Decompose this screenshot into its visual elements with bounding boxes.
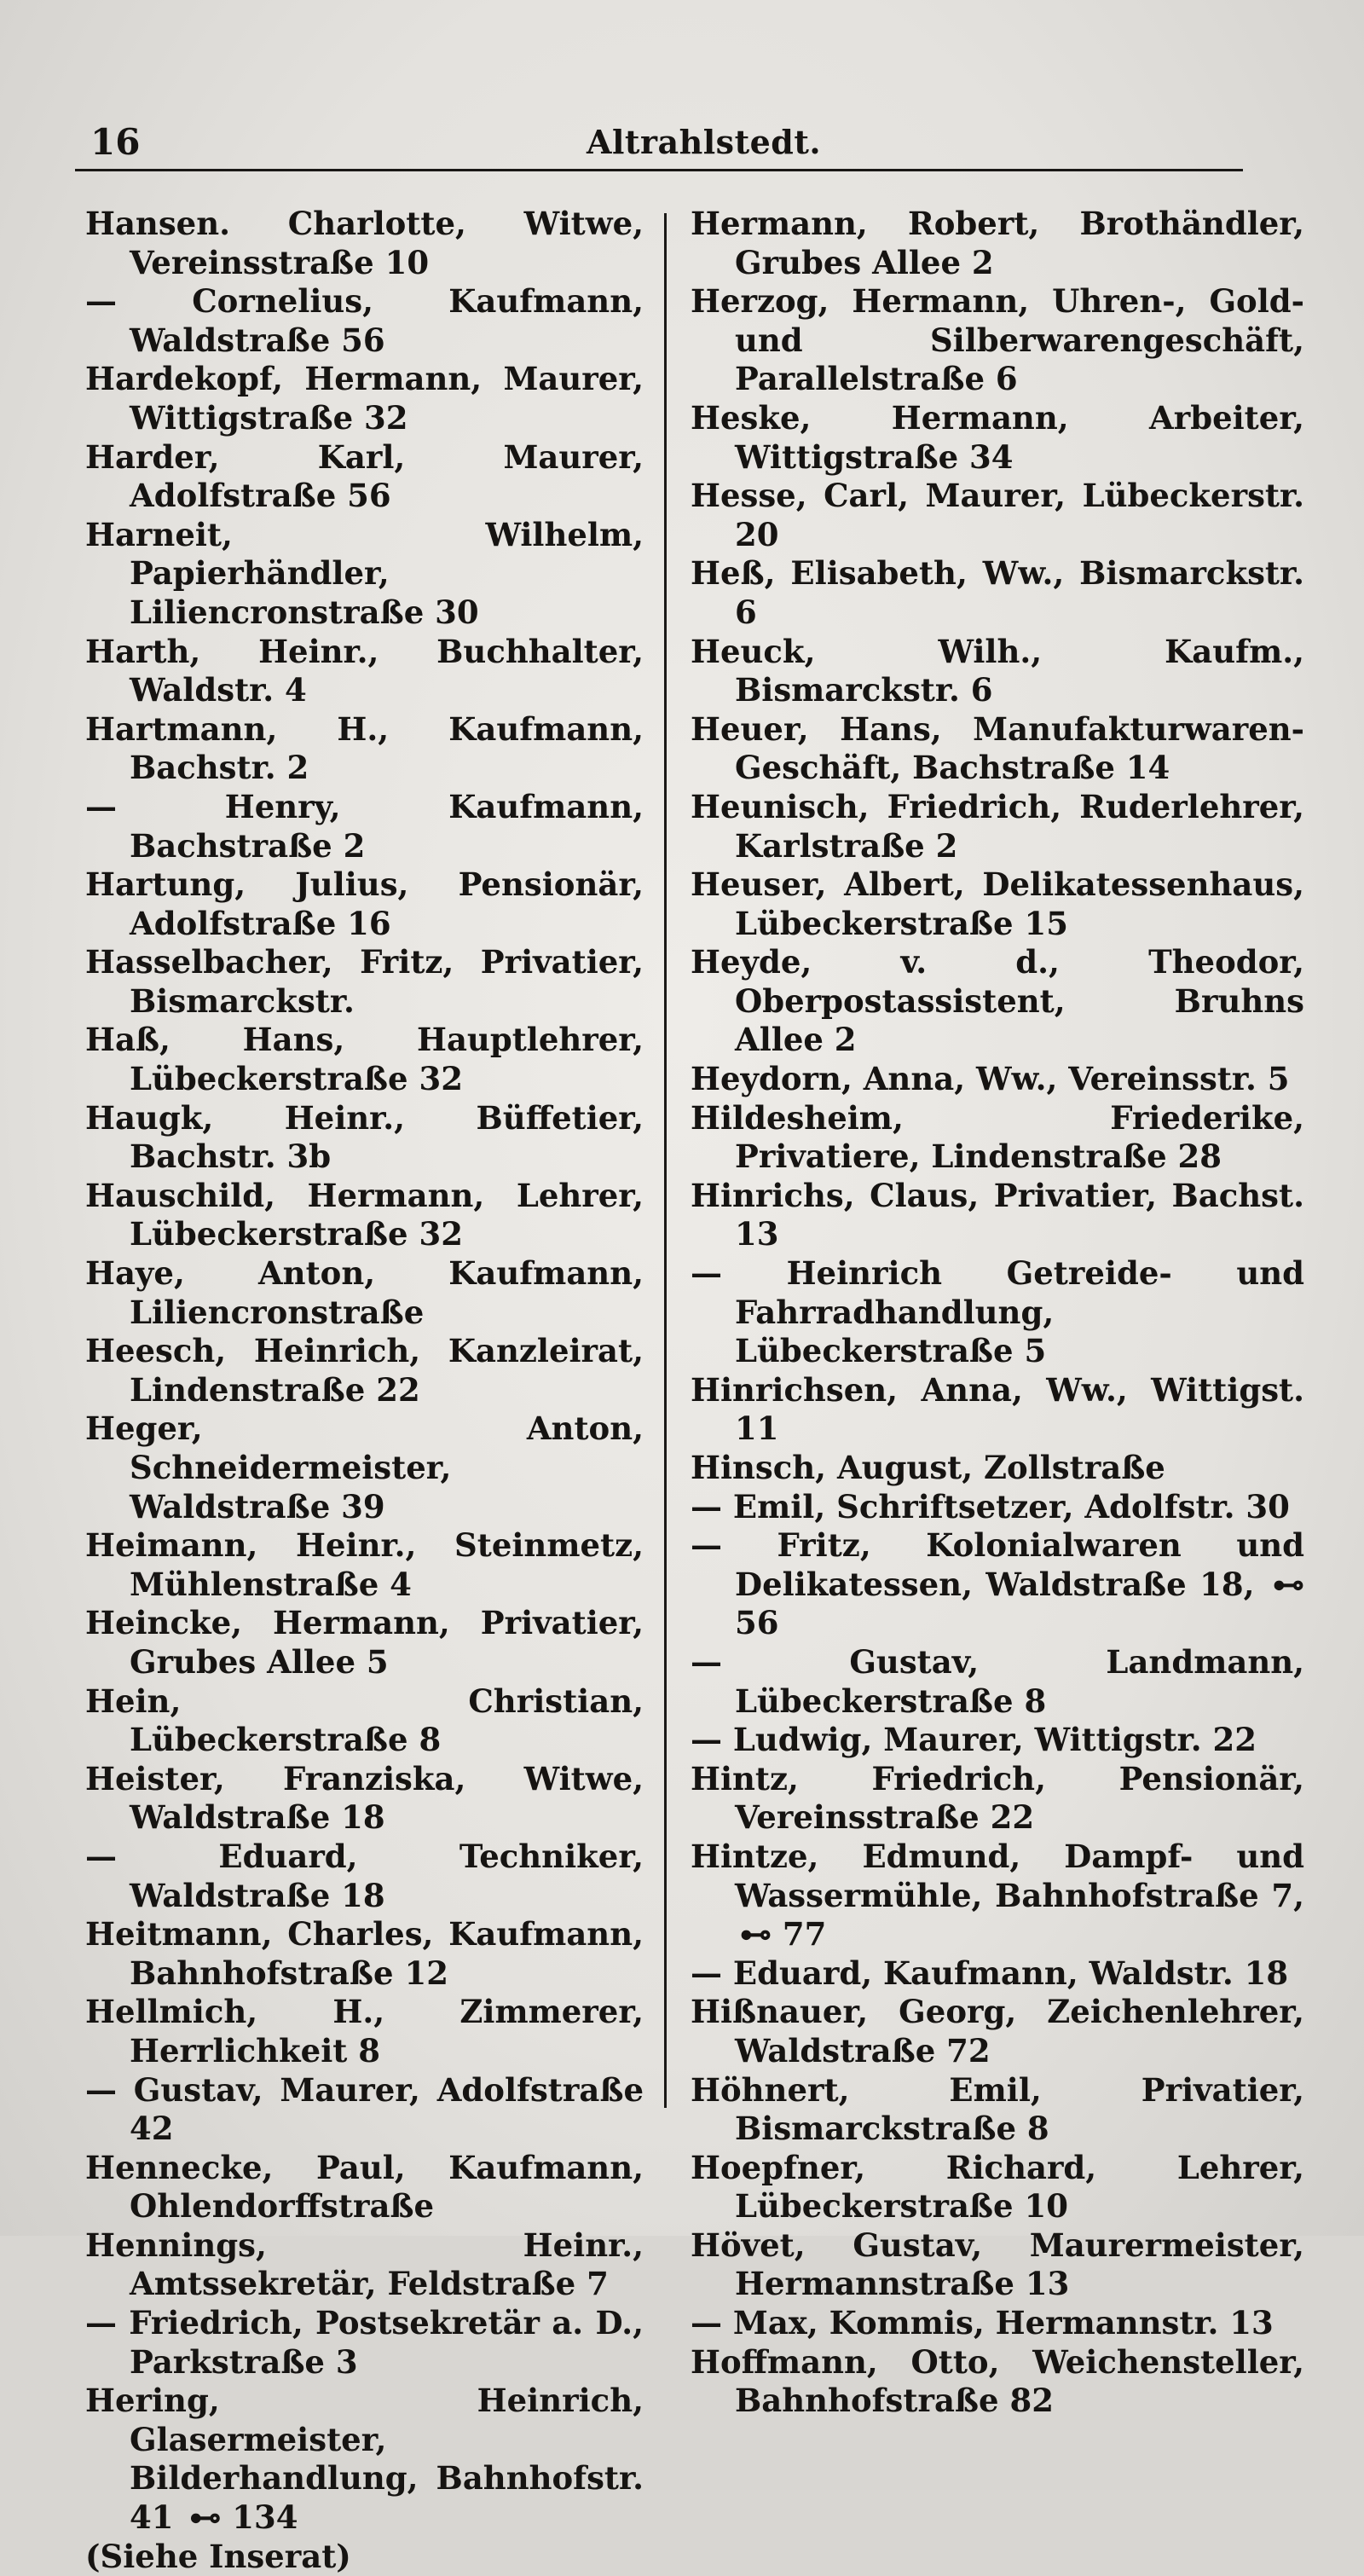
telephone-key-icon: ⊷: [1273, 1565, 1304, 1603]
directory-entry: Heyde, v. d., Theodor, Oberpostassistent, Bruhns Allee 2: [691, 943, 1304, 1059]
directory-entry: Heuser, Albert, Delikatessenhaus, Lübeckerstraße 15: [691, 865, 1304, 942]
directory-entry: Heunisch, Friedrich, Ruderlehrer, Karlstraße 2: [691, 787, 1304, 865]
directory-entry: Hennings, Heinr., Amtssekretär, Feldstraße 7: [85, 2226, 644, 2303]
directory-entry: Heuer, Hans, Manufakturwaren-Geschäft, Bachstraße 14: [691, 709, 1304, 787]
page-header: [75, 109, 1243, 169]
directory-entry: — Friedrich, Postsekretär a. D., Parkstraße 3: [85, 2304, 644, 2381]
directory-entry: — Gustav, Maurer, Adolfstraße 42: [85, 2070, 644, 2148]
directory-entry: (Siehe Inserat): [85, 2537, 351, 2575]
telephone-key-icon: ⊷: [189, 2498, 222, 2537]
directory-entry: Hinsch, August, Zollstraße: [691, 1449, 1165, 1486]
directory-entry: Haß, Hans, Hauptlehrer, Lübeckerstraße 32: [85, 1021, 644, 1098]
directory-entry: Hövet, Gustav, Maurermeister, Hermannstraße 13: [691, 2226, 1304, 2303]
directory-entry: — Ludwig, Maurer, Wittigstr. 22: [691, 1721, 1257, 1759]
directory-entry-hintze: [691, 1838, 1304, 1954]
directory-entry: Haye, Anton, Kaufmann, Liliencronstraße: [85, 1254, 644, 1331]
directory-entry: — Henry, Kaufmann, Bachstraße 2: [85, 787, 644, 865]
directory-entry: Haugk, Heinr., Büffetier, Bachstr. 3b: [85, 1098, 644, 1176]
directory-entry: Hartmann, H., Kaufmann, Bachstr. 2: [85, 709, 644, 787]
directory-entry: Heimann, Heinr., Steinmetz, Mühlenstraße 4: [85, 1526, 644, 1603]
directory-entry: — Emil, Schriftsetzer, Adolfstr. 30: [691, 1487, 1290, 1525]
right-column: [691, 205, 1304, 2421]
directory-entry: — Cornelius, Kaufmann, Waldstraße 56: [85, 282, 644, 359]
entry-text: — Fritz, Kolonialwaren und Delikatessen, Waldstraße 18,: [691, 1526, 1304, 1603]
directory-entry: Heske, Hermann, Arbeiter, Wittigstraße 34: [691, 398, 1304, 476]
directory-entry: Heesch, Heinrich, Kanzleirat, Lindenstraße 22: [85, 1332, 644, 1409]
directory-entry: Heitmann, Charles, Kaufmann, Bahnhofstraße 12: [85, 1915, 644, 1992]
directory-entry: Heincke, Hermann, Privatier, Grubes Allee 5: [85, 1604, 644, 1681]
telephone-key-icon: ⊷: [740, 1915, 772, 1954]
directory-entry: Harder, Karl, Maurer, Adolfstraße 56: [85, 437, 644, 515]
directory-entry: — Eduard, Techniker, Waldstraße 18: [85, 1837, 644, 1914]
directory-entry: — Eduard, Kaufmann, Waldstr. 18: [691, 1954, 1289, 1992]
phone-number: 134: [232, 2498, 298, 2537]
directory-entry: Hoffmann, Otto, Weichensteller, Bahnhofstraße 82: [691, 2342, 1304, 2420]
header-rule: [75, 169, 1243, 171]
column-divider: [664, 213, 667, 2108]
directory-entry: Hellmich, H., Zimmerer, Herrlichkeit 8: [85, 1993, 644, 2069]
directory-entry: — Gustav, Landmann, Lübeckerstraße 8: [691, 1642, 1304, 1720]
directory-entry: Heister, Franziska, Witwe, Waldstraße 18: [85, 1759, 644, 1837]
directory-entry: Hennecke, Paul, Kaufmann, Ohlendorffstraße: [85, 2148, 644, 2226]
entry-text: Hering, Heinrich, Glasermeister, Bilderhandlung, Bahnhofstr. 41: [85, 2382, 644, 2537]
directory-entry: Hintz, Friedrich, Pensionär, Vereinsstraße 22: [691, 1759, 1304, 1837]
directory-entry-hering: [85, 2382, 644, 2537]
running-head: Altrahlstedt.: [587, 123, 822, 161]
directory-entry: Heuck, Wilh., Kaufm., Bismarckstr. 6: [691, 632, 1304, 709]
directory-entry: Hardekopf, Hermann, Maurer, Wittigstraße 32: [85, 360, 644, 437]
directory-entry: Harneit, Wilhelm, Papierhändler, Liliencronstraße 30: [85, 515, 644, 631]
directory-entry: Hasselbacher, Fritz, Privatier, Bismarckstr.: [85, 943, 644, 1020]
directory-entry: Hißnauer, Georg, Zeichenlehrer, Waldstraße 72: [691, 1993, 1304, 2069]
directory-entry: — Max, Kommis, Hermannstr. 13: [691, 2304, 1274, 2342]
directory-entry: Hildesheim, Friederike, Privatiere, Lindenstraße 28: [691, 1098, 1304, 1176]
directory-entry: Hesse, Carl, Maurer, Lübeckerstr. 20: [691, 477, 1304, 553]
directory-entry-fritz: [691, 1526, 1304, 1643]
directory-entry: Höhnert, Emil, Privatier, Bismarckstraße 8: [691, 2070, 1304, 2148]
phone-number: 77: [782, 1915, 827, 1954]
directory-entry: Hinrichs, Claus, Privatier, Bachst. 13: [691, 1176, 1304, 1253]
directory-entry: Herzog, Hermann, Uhren-, Gold- und Silberwarengeschäft, Parallelstraße 6: [691, 282, 1304, 398]
directory-entry: Heger, Anton, Schneidermeister, Waldstraße 39: [85, 1410, 644, 1525]
directory-entry: Heß, Elisabeth, Ww., Bismarckstr. 6: [691, 554, 1304, 631]
directory-entry: — Heinrich Getreide- und Fahrradhandlung, Lübeckerstraße 5: [691, 1254, 1304, 1370]
directory-entry: Hauschild, Hermann, Lehrer, Lübeckerstraße 32: [85, 1176, 644, 1253]
directory-entry: Hein, Christian, Lübeckerstraße 8: [85, 1682, 644, 1759]
directory-entry: Hansen. Charlotte, Witwe, Vereinsstraße 10: [85, 205, 644, 281]
directory-entry: Hoepfner, Richard, Lehrer, Lübeckerstraße 10: [691, 2148, 1304, 2226]
entry-text: Hintze, Edmund, Dampf- und Wassermühle, Bahnhofstraße 7,: [691, 1837, 1304, 1914]
phone-number: 56: [735, 1604, 779, 1642]
directory-entry: Hartung, Julius, Pensionär, Adolfstraße 16: [85, 865, 644, 942]
directory-entry: Hinrichsen, Anna, Ww., Wittigst. 11: [691, 1370, 1304, 1448]
directory-entry: Harth, Heinr., Buchhalter, Waldstr. 4: [85, 632, 644, 709]
directory-entry: Heydorn, Anna, Ww., Vereinsstr. 5: [691, 1060, 1290, 1098]
page-number: 16: [90, 121, 141, 163]
left-column: [85, 205, 644, 2576]
directory-entry: Hermann, Robert, Brothändler, Grubes Allee 2: [691, 205, 1304, 281]
